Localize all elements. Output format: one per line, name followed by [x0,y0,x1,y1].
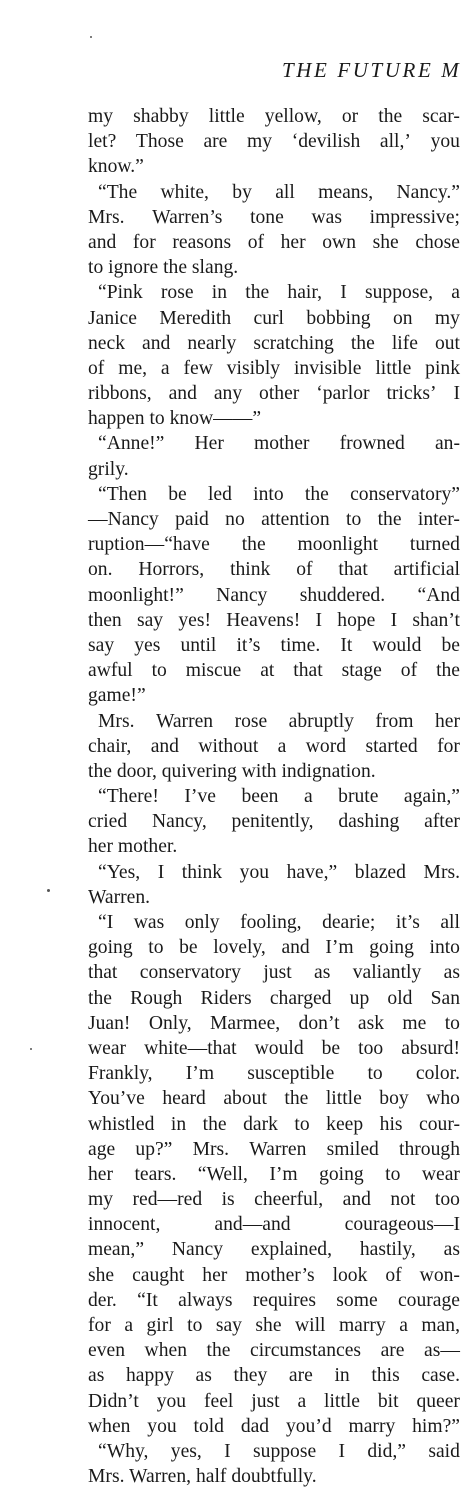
text-line: awful to miscue at that stage of the [88,660,460,682]
text-line: “Yes, I think you have,” blazed Mrs. [98,861,460,883]
text-line: “The white, by all means, Nancy.” [98,181,460,203]
text-line: “Then be led into the conservatory” [98,483,460,505]
text-line: neck and nearly scratching the life out [88,332,460,354]
text-line: “Anne!” Her mother frowned an- [98,433,460,455]
text-line: even when the circumstances are as— [88,1340,460,1362]
text-line: as happy as they are in this case. [88,1365,460,1387]
text-line: then say yes! Heavens! I hope I shan’t [88,609,460,631]
text-line: when you told dad you’d marry him?” [88,1415,460,1437]
text-line: innocent, and—and courageous—I [88,1214,460,1236]
text-line: cried Nancy, penitently, dashing after [88,811,460,833]
text-line: whistled in the dark to keep his cour- [88,1113,460,1135]
text-line: on. Horrors, think of that artificial [88,559,460,581]
text-line: for a girl to say she will marry a man, [88,1315,460,1336]
text-line: say yes until it’s time. It would be [88,634,460,656]
text-line: “I was only fooling, dearie; it’s all [98,912,460,933]
text-line: Mrs. Warren, half doubtfully. [88,1466,317,1488]
text-line: the door, quivering with indignation. [88,760,376,782]
text-line: chair, and without a word started for [88,735,460,757]
text-line: of me, a few visibly invisible little pink [88,357,460,379]
text-line: game!” [88,685,146,707]
text-line: der. “It always requires some courage [88,1289,460,1311]
text-line: and for reasons of her own she chose [88,231,460,253]
text-line: let? Those are my ‘devilish all,’ you [88,131,460,153]
text-line: Frankly, I’m susceptible to color. [88,1063,460,1085]
text-line: the Rough Riders charged up old San [88,987,460,1009]
text-line: Warren. [88,886,151,908]
text-line: to ignore the slang. [88,257,239,279]
text-line: my red—red is cheerful, and not too [88,1189,460,1211]
text-line: wear white—that would be too absurd! [88,1037,460,1059]
text-line: —Nancy paid no attention to the inter- [88,509,460,530]
text-line: happen to know——” [88,408,262,430]
text-line: her mother. [88,836,178,858]
text-line: grily. [88,458,129,480]
text-line: that conservatory just as valiantly as [88,962,460,984]
text-line: ruption—“have the moonlight turned [88,534,460,556]
text-line: moonlight!” Nancy shuddered. “And [88,584,460,606]
print-speck [30,1048,32,1050]
text-line: going to be lovely, and I’m going into [88,937,460,959]
text-line: Janice Meredith curl bobbing on my [88,307,460,329]
text-line: my shabby little yellow, or the scar- [88,106,460,127]
text-line: “There! I’ve been a brute again,” [98,786,460,808]
text-line: ribbons, and any other ‘parlor tricks’ I [88,383,460,405]
text-line: Juan! Only, Marmee, don’t ask me to [88,1012,460,1034]
text-line: age up?” Mrs. Warren smiled through [88,1138,460,1160]
text-line: know.” [88,156,144,178]
print-speck [47,889,50,892]
text-line: her tears. “Well, I’m going to wear [88,1163,460,1185]
text-line: “Why, yes, I suppose I did,” said [98,1440,460,1462]
text-line: mean,” Nancy explained, hastily, as [88,1239,460,1261]
text-line: Mrs. Warren’s tone was impressive; [88,206,460,228]
text-line: “Pink rose in the hair, I suppose, a [98,282,460,304]
text-line: Mrs. Warren rose abruptly from her [98,710,460,732]
running-head-title: THE FUTURE M [282,58,462,82]
text-line: she caught her mother’s look of won- [88,1264,460,1286]
text-line: Didn’t you feel just a little bit queer [88,1390,460,1412]
print-speck [90,36,92,38]
text-line: You’ve heard about the little boy who [88,1088,460,1110]
body-text [88,104,460,1489]
